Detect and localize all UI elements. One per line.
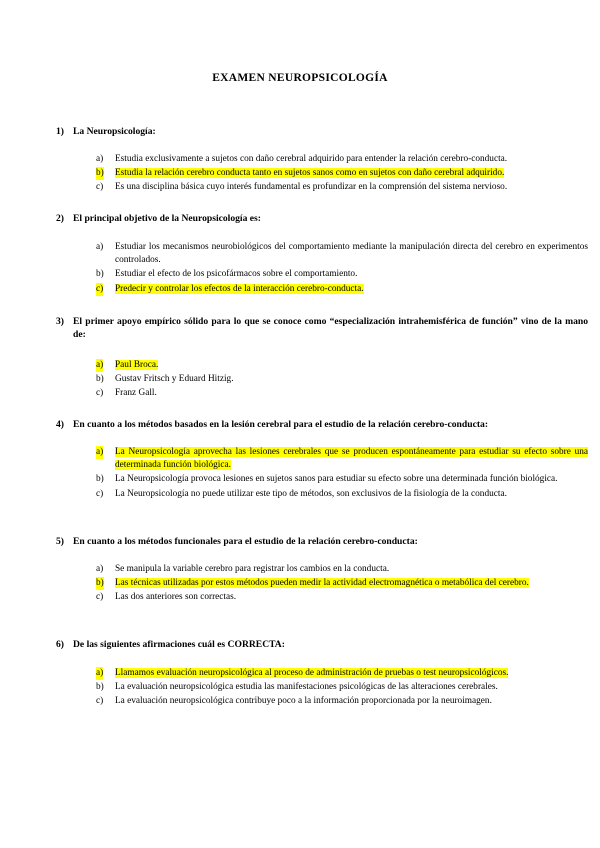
option-4a <box>96 446 588 472</box>
question-4 <box>56 418 588 431</box>
question-number: 1) <box>56 126 64 137</box>
question-5 <box>56 535 588 548</box>
option-5a <box>96 563 588 576</box>
option-letter: b) <box>96 474 104 485</box>
options-4 <box>96 446 588 502</box>
option-text: La Neuropsicología no puede utilizar este tipo de métodos, son exclusivos de la fisiología de la conducta. <box>115 488 507 499</box>
option-letter: c) <box>96 182 104 193</box>
option-text: Las dos anteriores son correctas. <box>115 592 237 603</box>
question-text: La Neuropsicología: <box>73 126 156 137</box>
option-4b <box>96 473 588 486</box>
question-number: 2) <box>56 213 64 224</box>
question-number: 3) <box>56 316 64 327</box>
options-1 <box>96 153 588 196</box>
option-text: Se manipula la variable cerebro para registrar los cambios en la conducta. <box>115 564 390 574</box>
options-3 <box>96 359 588 402</box>
option-letter: b) <box>96 374 104 385</box>
option-text: Franz Gall. <box>115 388 157 399</box>
option-text: Es una disciplina básica cuyo interés fundamental es profundizar en la comprensión del sistema nervioso. <box>115 182 508 193</box>
option-text: Estudia exclusivamente a sujetos con daño cerebral adquirido para entender la relación cerebro-conducta. <box>115 154 508 164</box>
options-2 <box>96 241 588 297</box>
option-6a <box>96 667 588 680</box>
option-4c <box>96 488 588 501</box>
option-letter: a) <box>96 446 103 459</box>
option-letter: a) <box>96 242 104 252</box>
option-letter: a) <box>96 154 104 164</box>
question-number: 5) <box>56 536 64 547</box>
option-letter: a) <box>96 564 104 574</box>
option-text: Predecir y controlar los efectos de la interacción cerebro-conducta. <box>115 283 364 294</box>
option-text: Las técnicas utilizadas por estos métodos pueden medir la actividad electromagnética o metabólica del cerebro. <box>115 578 529 589</box>
option-letter: c) <box>96 592 104 603</box>
option-2c <box>96 283 588 296</box>
option-text: La evaluación neuropsicológica contribuye poco a la información proporcionada por la neuroimagen. <box>115 696 492 707</box>
option-1b <box>96 167 588 180</box>
option-1a <box>96 153 588 166</box>
option-1c <box>96 181 588 194</box>
option-text: La Neuropsicología aprovecha las lesiones cerebrales que se producen espontáneamente para estudiar su efecto sobre una determinada función biológica. <box>115 447 588 471</box>
question-number: 4) <box>56 419 64 430</box>
question-text: El primer apoyo empírico sólido para lo que se conoce como “especialización intrahemisférica de función” vino de la mano de: <box>73 316 588 340</box>
question-text: De las siguientes afirmaciones cuál es CORRECTA: <box>73 639 285 650</box>
question-text: En cuanto a los métodos funcionales para el estudio de la relación cerebro-conducta: <box>73 536 418 547</box>
option-5b <box>96 577 588 590</box>
option-text: Estudiar el efecto de los psicofármacos sobre el comportamiento. <box>115 269 358 280</box>
option-letter: b) <box>96 577 104 590</box>
question-1 <box>56 125 588 138</box>
options-5 <box>96 563 588 606</box>
option-letter: c) <box>96 283 103 296</box>
option-letter: c) <box>96 488 104 499</box>
option-3b <box>96 373 588 386</box>
option-letter: c) <box>96 696 104 707</box>
question-3 <box>56 315 588 341</box>
option-2b <box>96 268 588 281</box>
option-text: Paul Broca. <box>115 360 159 370</box>
option-letter: a) <box>96 359 103 372</box>
option-letter: c) <box>96 388 104 399</box>
option-letter: b) <box>96 682 104 693</box>
question-2 <box>56 212 588 225</box>
option-text: Gustav Fritsch y Eduard Hitzig. <box>115 374 234 385</box>
option-text: La evaluación neuropsicológica estudia las manifestaciones psicológicas de las alteraciones cerebrales. <box>115 682 498 693</box>
question-number: 6) <box>56 639 64 650</box>
exam-title: EXAMEN NEUROPSICOLOGÍA <box>212 72 388 84</box>
options-6 <box>96 667 588 710</box>
question-text: El principal objetivo de la Neuropsicología es: <box>73 213 261 224</box>
option-letter: b) <box>96 269 104 280</box>
option-text: Estudiar los mecanismos neurobiológicos del comportamiento mediante la manipulación directa del cerebro en experimentos controlados. <box>115 242 588 266</box>
option-2a <box>96 241 588 267</box>
option-letter: a) <box>96 667 103 680</box>
option-3a <box>96 359 588 372</box>
option-6b <box>96 681 588 694</box>
option-6c <box>96 695 588 708</box>
option-text: La Neuropsicología provoca lesiones en sujetos sanos para estudiar su efecto sobre una determinada función biológica. <box>115 474 558 485</box>
option-text: Estudia la relación cerebro conducta tanto en sujetos sanos como en sujetos con daño cerebral adquirido. <box>115 168 505 179</box>
option-letter: b) <box>96 167 104 180</box>
question-text: En cuanto a los métodos basados en la lesión cerebral para el estudio de la relación cerebro-conducta: <box>73 419 489 430</box>
option-3c <box>96 387 588 400</box>
question-6 <box>56 638 588 651</box>
option-text: Llamamos evaluación neuropsicológica al proceso de administración de pruebas o test neuropsicológicos. <box>115 668 509 678</box>
option-5c <box>96 591 588 604</box>
